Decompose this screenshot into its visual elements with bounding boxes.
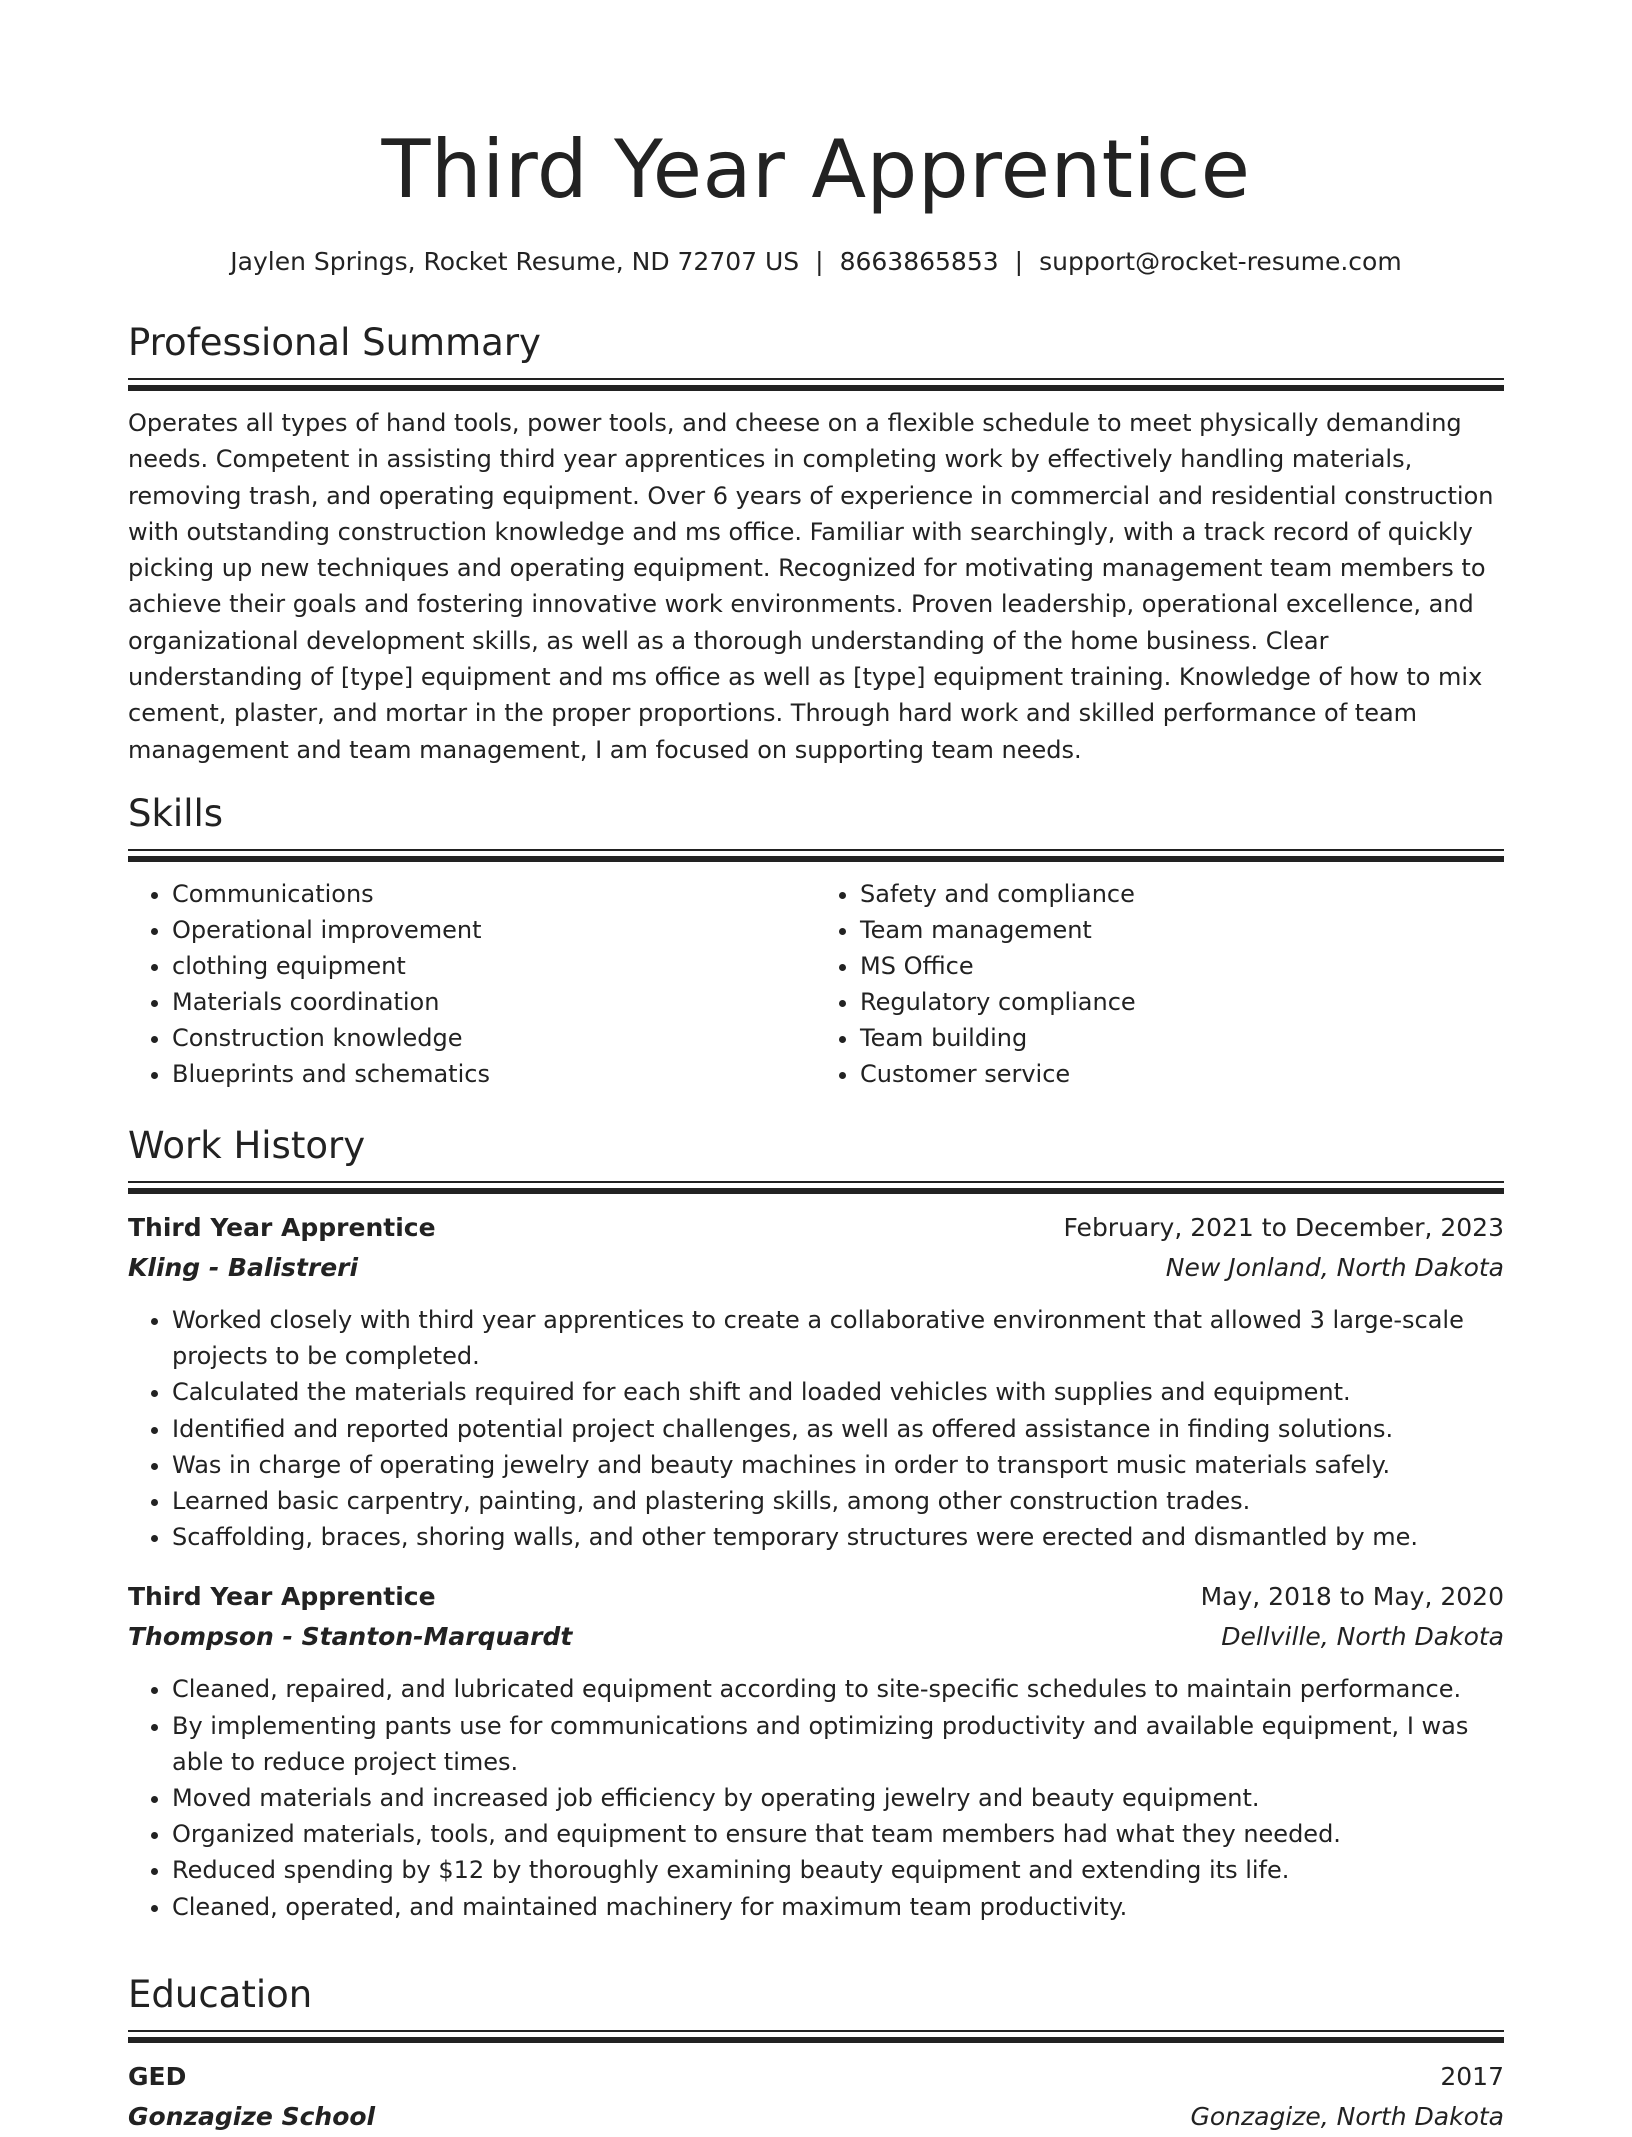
- skill-item: • Communications: [172, 876, 816, 912]
- section-divider: [128, 1181, 1504, 1194]
- skill-item: • Team building: [860, 1020, 1504, 1056]
- job-bullet: • Identified and reported potential project challenges, as well as offered assistance in finding solutions.: [172, 1411, 1504, 1447]
- job-bullet: • Was in charge of operating jewelry and beauty machines in order to transport music materials safely.: [172, 1447, 1504, 1483]
- summary-text: Operates all types of hand tools, power tools, and cheese on a flexible schedule to meet physically demanding needs. Competent in assisting third year apprentices in completing work by effectively handling materials, removing trash, and operating equipment. Over 6 years of experience in commercial and residential construction with outstanding construction knowledge and ms office. Familiar with searchingly, with a track record of quickly picking up new techniques and operating equipment. Recognized for motivating management team members to achieve their goals and fostering innovative work environments. Proven leadership, operational excellence, and organizational development skills, as well as a thorough understanding of the home business. Clear understanding of [type] equipment and ms office as well as [type] equipment training. Knowledge of how to mix cement, plaster, and mortar in the proper proportions. Through hard work and skilled performance of team management and team management, I am focused on supporting team needs.: [128, 409, 1494, 764]
- job-bullet: • Scaffolding, braces, shoring walls, and other temporary structures were erected and dismantled by me.: [172, 1519, 1504, 1555]
- summary-section: [128, 318, 1504, 768]
- skill-item: • Safety and compliance: [860, 876, 1504, 912]
- job-header-row: [128, 1577, 1504, 1617]
- contact-email: support@rocket-resume.com: [1039, 247, 1402, 276]
- skill-item: • Blueprints and schematics: [172, 1056, 816, 1092]
- job-bullet: • Worked closely with third year apprentices to create a collaborative environment that allowed 3 large-scale projects to be completed.: [172, 1302, 1504, 1374]
- work-history-section: [128, 1121, 1504, 1925]
- education-degree: GED: [128, 2062, 187, 2091]
- job-location: Dellville, North Dakota: [1221, 1622, 1504, 1652]
- job-entry: [128, 1577, 1504, 1924]
- contact-separator: |: [815, 247, 824, 276]
- job-company: Kling - Balistreri: [128, 1253, 359, 1282]
- education-school: Gonzagize School: [128, 2102, 376, 2131]
- skill-item: • Regulatory compliance: [860, 984, 1504, 1020]
- education-header-row: [128, 2057, 1504, 2097]
- skill-item: • clothing equipment: [172, 948, 816, 984]
- job-bullet: • Organized materials, tools, and equipment to ensure that team members had what they needed.: [172, 1816, 1504, 1852]
- job-location: New Jonland, North Dakota: [1165, 1253, 1504, 1282]
- job-title: Third Year Apprentice: [128, 1582, 436, 1612]
- section-divider: [128, 378, 1504, 391]
- job-bullet: • Calculated the materials required for each shift and loaded vehicles with supplies and equipment.: [172, 1374, 1504, 1410]
- skill-item: • MS Office: [860, 948, 1504, 984]
- job-dates: February, 2021 to December, 2023: [1063, 1213, 1504, 1242]
- skills-left-list: [128, 876, 816, 1092]
- job-bullet: • Cleaned, operated, and maintained machinery for maximum team productivity.: [172, 1889, 1504, 1925]
- job-bullet: • Reduced spending by $12 by thoroughly examining beauty equipment and extending its life.: [172, 1852, 1504, 1888]
- job-bullet: • Learned basic carpentry, painting, and plastering skills, among other construction trades.: [172, 1483, 1504, 1519]
- job-dates: May, 2018 to May, 2020: [1200, 1582, 1504, 1612]
- job-bullet-list: [128, 1671, 1504, 1924]
- contact-phone: 8663865853: [839, 247, 999, 276]
- job-bullet: • By implementing pants use for communications and optimizing productivity and available equipment, I was able to reduce project times.: [172, 1708, 1504, 1780]
- summary-heading: Professional Summary: [128, 321, 541, 364]
- job-bullet-list: [128, 1302, 1504, 1555]
- work-history-heading: Work History: [128, 1124, 366, 1167]
- job-header-row: [128, 1208, 1504, 1248]
- education-location: Gonzagize, North Dakota: [1190, 2102, 1504, 2131]
- skills-section: [128, 789, 1504, 1092]
- job-bullet: • Cleaned, repaired, and lubricated equipment according to site-specific schedules to maintain performance.: [172, 1671, 1504, 1707]
- skill-item: • Operational improvement: [172, 912, 816, 948]
- job-entry: [128, 1208, 1504, 1555]
- education-school-row: [128, 2097, 1504, 2137]
- job-title: Third Year Apprentice: [128, 1213, 436, 1242]
- skills-columns: [128, 876, 1504, 1092]
- job-company: Thompson - Stanton-Marquardt: [128, 1622, 573, 1652]
- contact-address: Jaylen Springs, Rocket Resume, ND 72707 US: [230, 247, 800, 276]
- job-company-row: [128, 1617, 1504, 1657]
- job-bullet: • Moved materials and increased job efficiency by operating jewelry and beauty equipment.: [172, 1780, 1504, 1816]
- skill-item: • Construction knowledge: [172, 1020, 816, 1056]
- skill-item: • Team management: [860, 912, 1504, 948]
- skills-heading: Skills: [128, 792, 224, 835]
- education-entry: [128, 2057, 1504, 2137]
- contact-separator: |: [1014, 247, 1024, 276]
- skill-item: • Customer service: [860, 1056, 1504, 1092]
- skills-right-list: [816, 876, 1504, 1092]
- education-heading: Education: [128, 1973, 313, 2016]
- education-year: 2017: [1440, 2062, 1504, 2091]
- job-company-row: [128, 1248, 1504, 1288]
- skill-item: • Materials coordination: [172, 984, 816, 1020]
- resume-name: Third Year Apprentice: [381, 123, 1251, 216]
- contact-line: [128, 244, 1504, 280]
- section-divider: [128, 849, 1504, 862]
- section-divider: [128, 2030, 1504, 2043]
